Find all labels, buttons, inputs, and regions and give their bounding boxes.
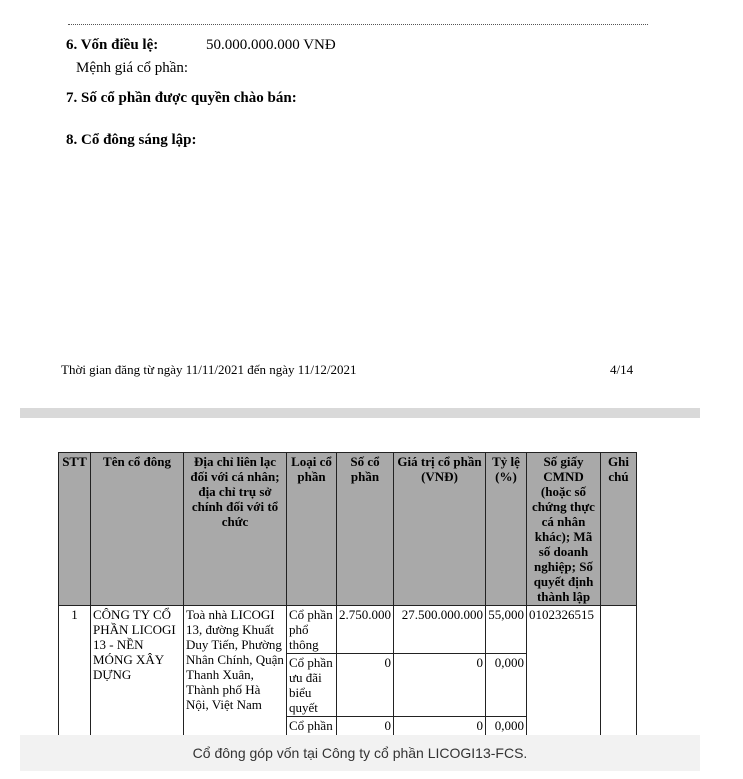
cell-share-type: Cổ phần bbox=[287, 717, 337, 736]
col-note: Ghi chú bbox=[601, 453, 637, 606]
cell-shares: 0 bbox=[337, 654, 394, 717]
cell-note bbox=[601, 606, 637, 736]
col-name: Tên cổ đông bbox=[91, 453, 184, 606]
cell-address: Toà nhà LICOGI 13, đường Khuất Duy Tiến, Phường Nhân Chính, Quận Thanh Xuân, Thành phố Hà Nội, Việt Nam bbox=[184, 606, 287, 736]
cell-shares: 0 bbox=[337, 717, 394, 736]
section-7-label: 7. Số cổ phần được quyền chào bán: bbox=[66, 90, 297, 106]
image-caption: Cổ đông góp vốn tại Công ty cổ phần LICOGI13-FCS. bbox=[20, 735, 700, 771]
col-share-type: Loại cổ phần bbox=[287, 453, 337, 606]
page-separator bbox=[20, 408, 700, 418]
col-stt: STT bbox=[59, 453, 91, 606]
col-percent: Tỷ lệ (%) bbox=[486, 453, 527, 606]
cell-percent: 0,000 bbox=[486, 717, 527, 736]
col-shares: Số cổ phần bbox=[337, 453, 394, 606]
cell-percent: 0,000 bbox=[486, 654, 527, 717]
cell-shares: 2.750.000 bbox=[337, 606, 394, 654]
table-header bbox=[59, 453, 637, 606]
col-address: Địa chỉ liên lạc đối với cá nhân; địa chỉ trụ sở chính đối với tổ chức bbox=[184, 453, 287, 606]
section-6-label: 6. Vốn điều lệ: bbox=[66, 37, 159, 53]
cell-share-type: Cổ phần ưu đãi biểu quyết bbox=[287, 654, 337, 717]
cell-name: CÔNG TY CỔ PHẦN LICOGI 13 - NỀN MÓNG XÂY DỰNG bbox=[91, 606, 184, 736]
section-8-label: 8. Cổ đông sáng lập: bbox=[66, 132, 197, 148]
col-value: Giá trị cổ phần (VNĐ) bbox=[394, 453, 486, 606]
cell-share-type: Cổ phần phổ thông bbox=[287, 606, 337, 654]
cut-off-text-line bbox=[68, 18, 648, 25]
page-number: 4/14 bbox=[610, 362, 634, 377]
table-row bbox=[59, 606, 637, 654]
posting-period: Thời gian đăng từ ngày 11/11/2021 đến ngày 11/12/2021 bbox=[61, 362, 357, 377]
shareholder-table bbox=[58, 452, 637, 735]
cell-value: 0 bbox=[394, 717, 486, 736]
cell-value: 27.500.000.000 bbox=[394, 606, 486, 654]
par-value-label: Mệnh giá cổ phần: bbox=[76, 60, 189, 76]
cell-percent: 55,000 bbox=[486, 606, 527, 654]
charter-capital-value: 50.000.000.000 VNĐ bbox=[206, 37, 336, 53]
col-id: Số giấy CMND (hoặc số chứng thực cá nhân khác); Mã số doanh nghiệp; Số quyết định thành lập bbox=[527, 453, 601, 606]
cell-stt: 1 bbox=[59, 606, 91, 736]
cell-value: 0 bbox=[394, 654, 486, 717]
cell-id: 0102326515 bbox=[527, 606, 601, 736]
